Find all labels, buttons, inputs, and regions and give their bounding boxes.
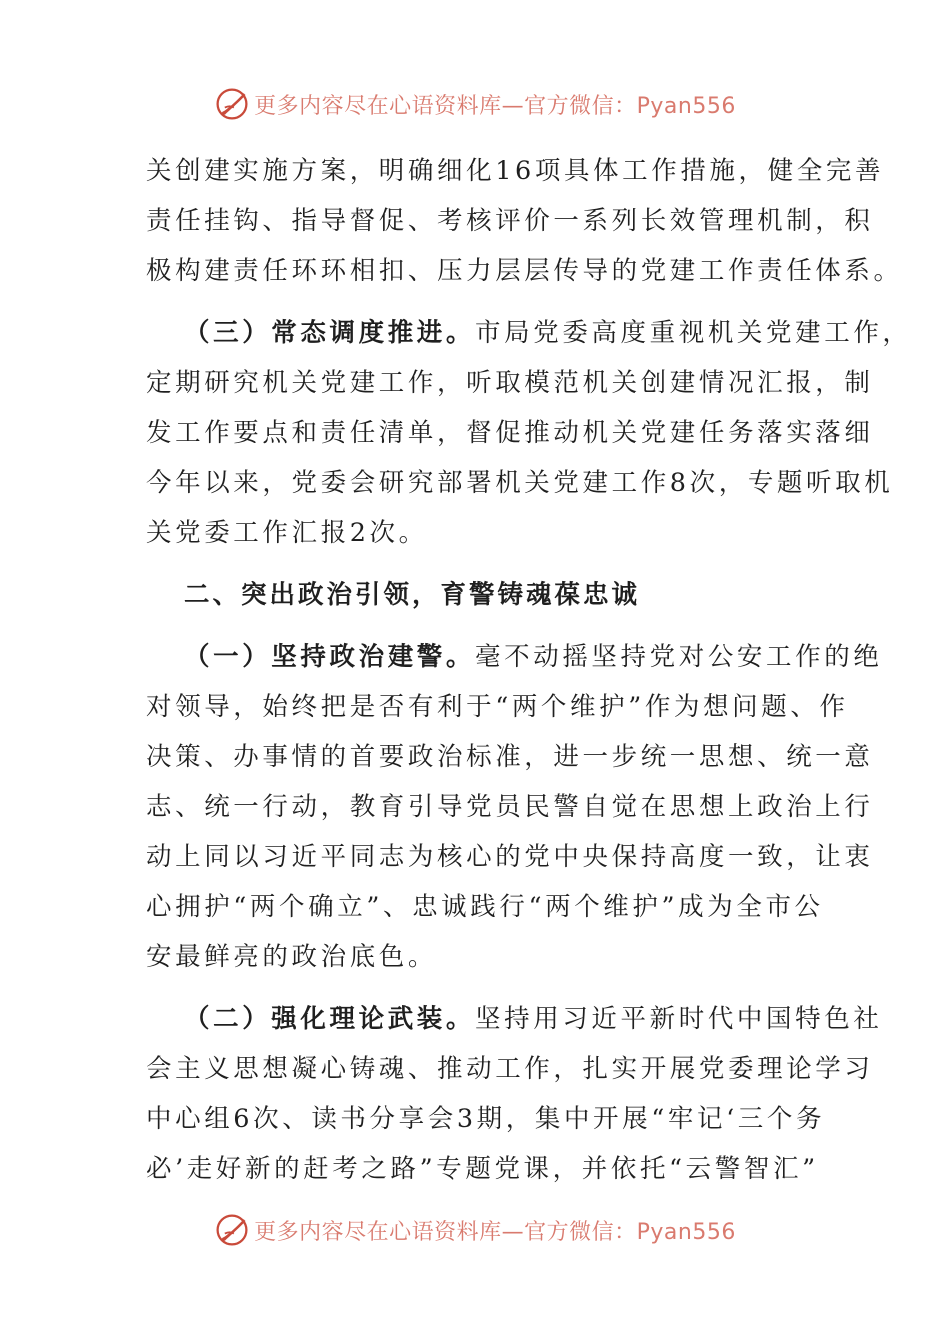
document-body xyxy=(146,146,912,1206)
text-line: 发工作要点和责任清单，督促推动机关党建任务落实落细 xyxy=(146,418,874,448)
text-line: 对领导，始终把是否有利于“两个维护”作为想问题、作 xyxy=(146,692,849,722)
text-line: 安最鲜亮的政治底色。 xyxy=(146,942,438,972)
text-line xyxy=(146,632,883,682)
text-line: 必’走好新的赶考之路”专题党课，并依托“云警智汇” xyxy=(146,1154,819,1184)
footer-watermark xyxy=(0,1206,950,1254)
header-watermark xyxy=(0,80,950,128)
header-watermark-text: 更多内容尽在心语资料库—官方微信：Pyan556 xyxy=(254,93,736,119)
text-line: 决策、办事情的首要政治标准，进一步统一思想、统一意 xyxy=(146,742,874,772)
paragraph-2 xyxy=(146,308,912,558)
paragraph-4 xyxy=(146,994,883,1194)
text-line xyxy=(146,994,883,1044)
pen-nib-logo-icon xyxy=(214,86,250,122)
paragraph-lead: （一）坚持政治建警。 xyxy=(184,642,476,672)
text-line: 中心组6次、读书分享会3期，集中开展“牢记‘三个务 xyxy=(146,1104,826,1134)
paragraph-text: 坚持用习近平新时代中国特色社 xyxy=(475,1004,883,1034)
paragraph-text: 毫不动摇坚持党对公安工作的绝 xyxy=(475,642,883,672)
text-line: 动上同以习近平同志为核心的党中央保持高度一致，让衷 xyxy=(146,842,874,872)
paragraph-text: 市局党委高度重视机关党建工作， xyxy=(475,318,912,348)
text-line: 极构建责任环环相扣、压力层层传导的党建工作责任体系。 xyxy=(146,256,903,286)
paragraph-lead: （二）强化理论武装。 xyxy=(184,1004,476,1034)
paragraph-lead: （三）常态调度推进。 xyxy=(184,318,476,348)
paragraph-3 xyxy=(146,632,883,982)
paragraph-1 xyxy=(146,146,903,296)
text-line xyxy=(146,308,912,358)
text-line: 心拥护“两个确立”、忠诚践行“两个维护”成为全市公 xyxy=(146,892,824,922)
pen-nib-logo-icon xyxy=(214,1212,250,1248)
footer-watermark-text: 更多内容尽在心语资料库—官方微信：Pyan556 xyxy=(254,1219,736,1245)
text-line: 会主义思想凝心铸魂、推动工作，扎实开展党委理论学习 xyxy=(146,1054,874,1084)
text-line: 关党委工作汇报2次。 xyxy=(146,518,428,548)
text-line: 今年以来，党委会研究部署机关党建工作8次，专题听取机 xyxy=(146,468,894,498)
section-heading: 二、突出政治引领，育警铸魂葆忠诚 xyxy=(184,580,641,610)
text-line: 关创建实施方案，明确细化16项具体工作措施，健全完善 xyxy=(146,156,885,186)
text-line: 定期研究机关党建工作，听取模范机关创建情况汇报，制 xyxy=(146,368,874,398)
text-line: 责任挂钩、指导督促、考核评价一系列长效管理机制，积 xyxy=(146,206,874,236)
text-line: 志、统一行动，教育引导党员民警自觉在思想上政治上行 xyxy=(146,792,874,822)
